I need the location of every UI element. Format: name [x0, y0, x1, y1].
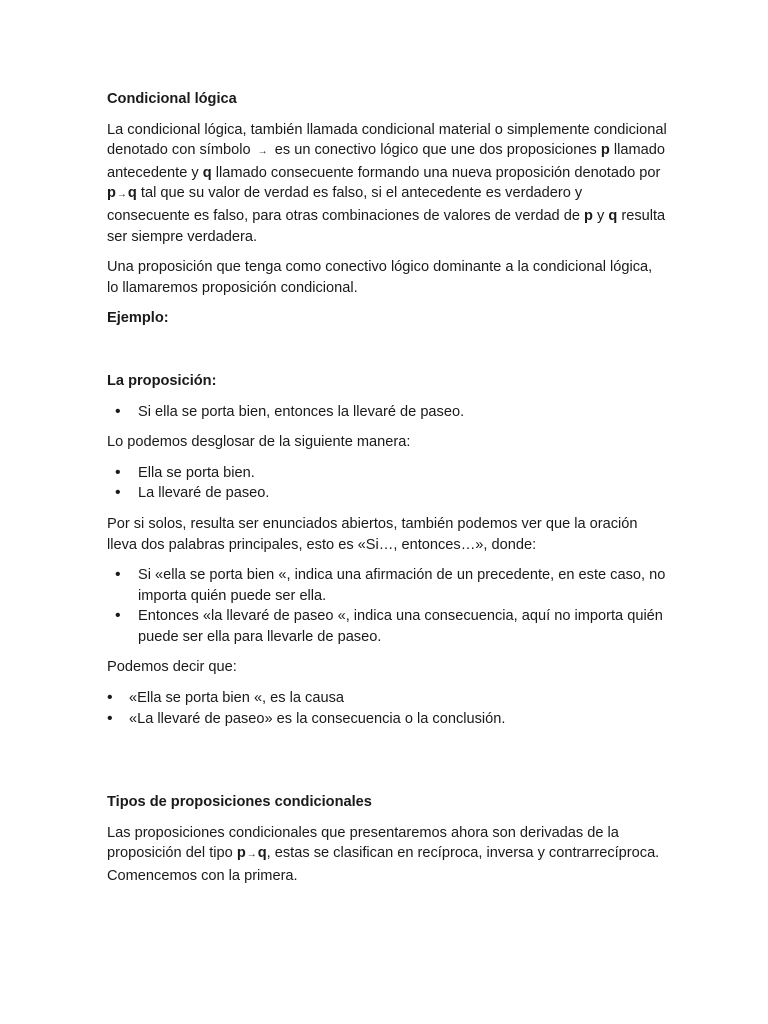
list-item: • Ella se porta bien. — [107, 463, 667, 484]
symbol-p: p — [107, 185, 116, 202]
text: y — [597, 207, 605, 224]
list-item: • «Ella se porta bien «, es la causa — [107, 688, 667, 709]
list-item: • Entonces «la llevaré de paseo «, indica una consecuencia, aquí no importa quién puede ser ella para llevarle de paseo. — [107, 606, 667, 647]
section-title-condicional-logica: Condicional lógica — [107, 91, 237, 107]
symbol-p: p — [236, 845, 246, 862]
bullet-list-causa — [107, 688, 667, 729]
text: tal que su valor de verdad es falso, si el antecedente es verdadero y consecuente es falso, para otras combinaciones de valores de verdad de — [107, 185, 583, 224]
list-item: • Si ella se porta bien, entonces la llevaré de paseo. — [107, 402, 667, 423]
symbol-q: q — [257, 845, 267, 862]
text: , estas se clasifican en recíproca, inversa y contrarrecíproca. Comencemos con la primera. — [107, 845, 660, 885]
symbol-q: q — [127, 185, 137, 202]
symbol-q: q — [608, 207, 618, 224]
text: llamado consecuente formando una nueva proposición denotado por — [215, 164, 661, 181]
bullet-list-parts — [107, 463, 667, 504]
definition-paragraph-2: Una proposición que tenga como conectivo lógico dominante a la condicional lógica, lo llamaremos proposición condicional. — [107, 259, 653, 296]
example-label: Ejemplo: — [107, 310, 169, 327]
symbol-q: q — [202, 164, 212, 181]
document-content — [107, 89, 667, 887]
bullet-list-proposition — [107, 402, 667, 423]
paragraph-podemos-decir: Podemos decir que: — [107, 659, 237, 676]
section-title-la-proposicion: La proposición: — [107, 372, 217, 389]
list-item: • La llevaré de paseo. — [107, 483, 667, 504]
list-item: • «La llevaré de paseo» es la consecuencia o la conclusión. — [107, 709, 667, 730]
paragraph-por-si-solos: Por si solos, resulta ser enunciados abiertos, también podemos ver que la oración lleva dos palabras principales, esto es «Si…, entonces…», donde: — [107, 515, 638, 553]
text: resulta ser siempre verdadera. — [107, 207, 666, 245]
text: es un conectivo lógico que une dos proposiciones — [274, 142, 597, 159]
text: llamado antecedente y — [107, 142, 665, 181]
bullet-list-si-entonces — [107, 565, 667, 647]
paragraph-desglosar: Lo podemos desglosar de la siguiente manera: — [107, 434, 411, 451]
section-title-tipos: Tipos de proposiciones condicionales — [107, 794, 372, 811]
arrow-symbol: → — [116, 189, 127, 201]
definition-paragraph — [107, 120, 667, 248]
symbol-p: p — [584, 207, 593, 224]
arrow-symbol: → — [246, 849, 257, 861]
arrow-symbol: → — [257, 146, 268, 158]
text: Las proposiciones condicionales que presentaremos ahora son derivadas de la proposición del tipo — [107, 824, 619, 862]
list-item: • Si «ella se porta bien «, indica una afirmación de un precedente, en este caso, no importa quién puede ser ella. — [107, 565, 667, 606]
symbol-p: p — [600, 142, 610, 159]
text: La condicional lógica, también llamada condicional material o simplemente condicional denotado con símbolo — [107, 121, 667, 159]
paragraph-tipos — [107, 823, 667, 887]
